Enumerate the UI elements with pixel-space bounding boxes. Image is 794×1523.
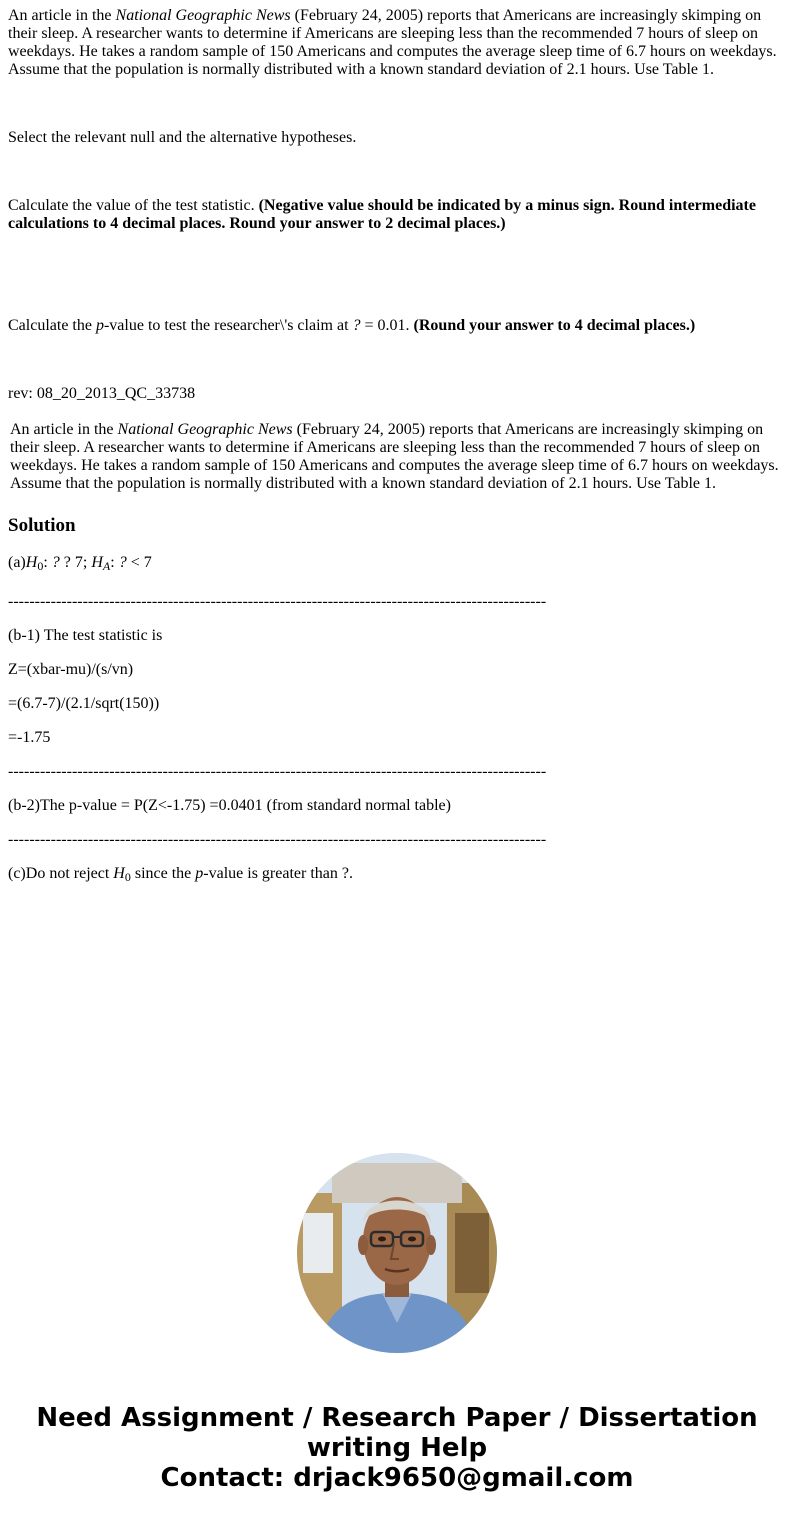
part-b1-text: Calculate the value of the test statistic.	[8, 197, 259, 214]
part-b2-instructions: (Round your answer to 4 decimal places.)	[413, 317, 696, 334]
solution-b1-substitution: =(6.7-7)/(2.1/sqrt(150))	[8, 695, 160, 712]
solution-b1-result: =-1.75	[8, 729, 51, 746]
question-intro	[8, 7, 784, 79]
part-b2-text: Calculate the	[8, 317, 96, 334]
c-h-symbol: H	[113, 865, 125, 882]
restated-question	[10, 421, 784, 493]
intro-text: An article in the	[8, 7, 116, 24]
mu-symbol: ?	[51, 554, 60, 571]
part-a-label: (a)	[8, 554, 26, 571]
ha-symbol: H	[91, 554, 103, 571]
divider-2: -----------------------------------------------------------------------------------------------------	[8, 763, 547, 780]
null-relation: ? 7;	[59, 554, 92, 571]
tutor-portrait-image	[297, 1153, 497, 1353]
intro-text-rest: (February 24, 2005) reports that Americans are increasingly skimping on their sleep. A researcher wants to determine if Americans are sleeping less than the recommended 7 hours of sleep on weekdays. He takes a random sample of 150 Americans and computes the average sleep time of 6.7 hours on weekdays. Assume that the population is normally distributed with a known standard deviation of 2.1 hours. Use Table 1.	[8, 7, 777, 78]
tutor-avatar	[297, 1153, 497, 1353]
h-subscript-a: A	[102, 559, 111, 573]
part-c-text-end: -value is greater than ?.	[203, 865, 353, 882]
p-symbol: p	[95, 317, 104, 334]
restated-intro-rest: (February 24, 2005) reports that Americans are increasingly skimping on their sleep. A researcher wants to determine if Americans are sleeping less than the recommended 7 hours of sleep on weekdays. He takes a random sample of 150 Americans and computes the average sleep time of 6.7 hours on weekdays. Assume that the population is normally distributed with a known standard deviation of 2.1 hours. Use Table 1.	[10, 421, 779, 492]
question-part-b2	[8, 317, 784, 335]
solution-heading: Solution	[8, 515, 76, 536]
solution-b1-title: (b-1) The test statistic is	[8, 627, 163, 644]
alpha-symbol: ?	[352, 317, 361, 334]
part-b1-instructions: (Negative value should be indicated by a minus sign. Round intermediate calculations to 4 decimal places. Round your answer to 2 decimal places.)	[8, 197, 756, 232]
part-c-text: (c)Do not reject	[8, 865, 114, 882]
question-part-a: Select the relevant null and the alternative hypotheses.	[8, 129, 357, 146]
c-h-subscript: 0	[124, 870, 131, 884]
restated-intro: An article in the	[10, 421, 118, 438]
publication-name: National Geographic News	[115, 7, 291, 24]
promo-line-2: writing Help	[306, 1433, 488, 1463]
revision-code: rev: 08_20_2013_QC_33738	[8, 385, 196, 402]
solution-b1-formula: Z=(xbar-mu)/(s/vn)	[8, 661, 134, 678]
colon-2: :	[110, 554, 119, 571]
c-p-symbol: p	[195, 865, 204, 882]
alt-relation: < 7	[126, 554, 152, 571]
part-b2-text-mid: -value to test the researcher\'s claim at	[103, 317, 353, 334]
promo-line-1: Need Assignment / Research Paper / Dissertation	[36, 1403, 758, 1433]
h-symbol: H	[25, 554, 38, 571]
solution-part-c	[8, 865, 784, 883]
mu-symbol-2: ?	[118, 554, 127, 571]
h-subscript-0: 0	[37, 559, 44, 573]
part-c-text-mid: since the	[130, 865, 196, 882]
restated-publication: National Geographic News	[117, 421, 293, 438]
divider-3: -----------------------------------------------------------------------------------------------------	[8, 831, 547, 848]
question-part-b1	[8, 197, 784, 233]
solution-b2: (b-2)The p-value = P(Z<-1.75) =0.0401 (from standard normal table)	[8, 797, 451, 814]
divider-1: -----------------------------------------------------------------------------------------------------	[8, 593, 547, 610]
part-b2-level: = 0.01.	[360, 317, 414, 334]
solution-part-a	[8, 554, 784, 572]
colon: :	[43, 554, 52, 571]
promo-contact: Contact: drjack9650@gmail.com	[160, 1463, 634, 1493]
promo-banner	[0, 1403, 794, 1493]
